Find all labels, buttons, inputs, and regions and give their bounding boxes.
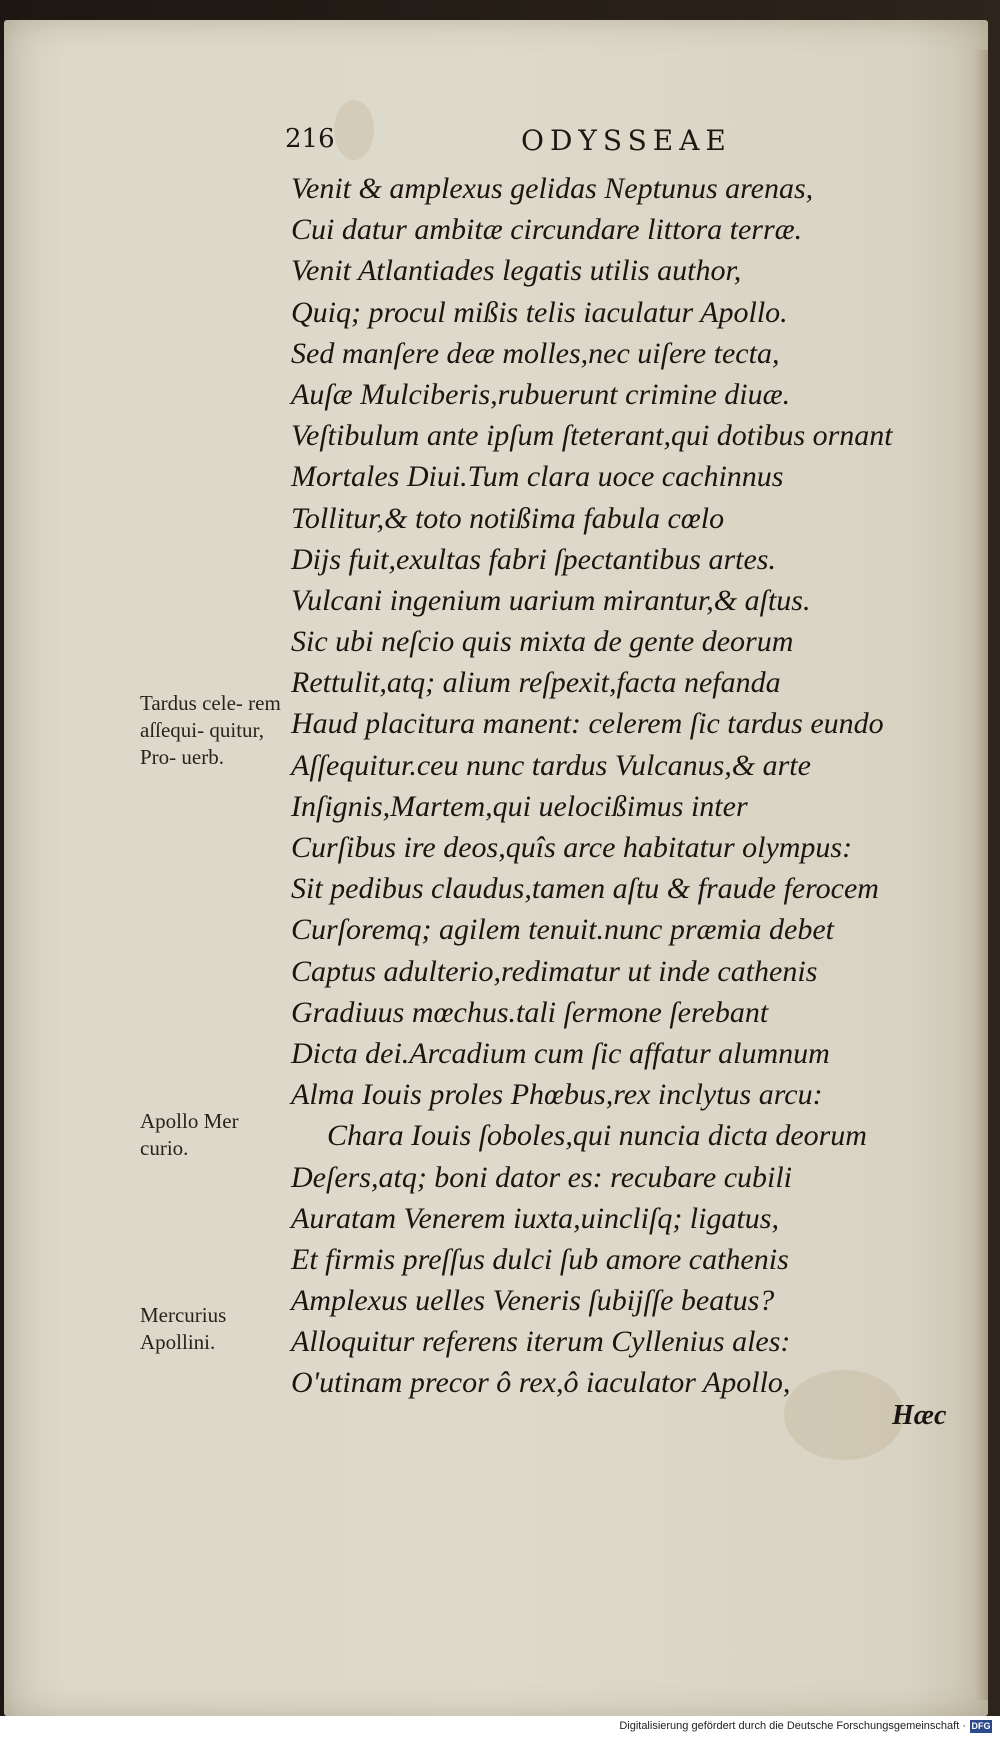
page-edge [974,50,988,1700]
page-header [285,124,745,164]
verse-line: Et firmis preſſus dulci ſub amore cathenis [291,1242,789,1276]
verse-line: Sed manſere deæ molles,nec uiſere tecta, [291,336,780,370]
verse-line: Tollitur,& toto notißima fabula cœlo [291,501,725,535]
marginal-note: Tardus cele- rem aſſequi- quitur, Pro- uerb. [140,691,281,769]
verse-line: Sit pedibus claudus,tamen aſtu & fraude ferocem [291,872,879,906]
verse-line: Dicta dei.Arcadium cum ſic affatur alumnum [291,1036,830,1070]
marginal-note: Mercurius Apollini. [140,1303,227,1354]
verse-line: Cui datur ambitæ circundare littora terræ. [291,213,803,247]
verse-line: Veſtibulum ante ipſum ſteterant,qui dotibus ornant [291,419,893,453]
verse-line: Gradiuus mœchus.tali ſermone ſerebant [291,995,769,1029]
verse-line: Auſæ Mulciberis,rubuerunt crimine diuæ. [291,377,791,411]
verse-line: Mortales Diui.Tum clara uoce cachinnus [291,460,784,494]
digitization-credit: Digitalisierung gefördert durch die Deutsche Forschungsgemeinschaft · [619,1720,966,1732]
verse-line: Aſſequitur.ceu nunc tardus Vulcanus,& arte [291,748,811,782]
verse-line: Dijs fuit,exultas fabri ſpectantibus artes. [291,542,776,576]
verse-line: Alloquitur referens iterum Cyllenius ales: [291,1325,791,1359]
verse-line: Auratam Venerem iuxta,uincliſq; ligatus, [291,1201,779,1235]
verse-line: Inſignis,Martem,qui uelocißimus inter [291,789,748,823]
verse-line: Deſers,atq; boni dator es: recubare cubili [291,1160,793,1194]
verse-line: Amplexus uelles Veneris ſubijſſe beatus? [291,1284,775,1318]
verse-line: Chara Iouis ſoboles,qui nuncia dicta deorum [327,1119,867,1153]
verse-line: Vulcani ingenium uarium mirantur,& aſtus. [291,583,811,617]
verse-line: Venit Atlantiades legatis utilis author, [291,254,742,288]
verse-line: Alma Iouis proles Phœbus,rex inclytus arcu: [291,1078,823,1112]
verse-text [291,168,941,1404]
verse-line: Curſoremq; agilem tenuit.nunc præmia debet [291,913,834,947]
footer-bar [0,1716,1000,1738]
running-title: ODYSSEAE [521,124,732,157]
verse-line: O'utinam precor ô rex,ô iaculator Apollo, [291,1366,791,1400]
verse-line: Haud placitura manent: celerem ſic tardus eundo [291,707,884,741]
marginal-note: Apollo Mer curio. [140,1109,239,1160]
verse-line: Curſibus ire deos,quîs arce habitatur olympus: [291,831,853,864]
verse-line: Captus adulterio,redimatur ut inde cathenis [291,954,818,988]
verse-line: Sic ubi neſcio quis mixta de gente deorum [291,625,794,659]
verse-line: Venit & amplexus gelidas Neptunus arenas, [291,172,814,205]
verse-line: Rettulit,atq; alium reſpexit,facta nefanda [291,666,781,700]
page-number: 216 [285,124,335,154]
dfg-logo-icon: DFG [971,1721,991,1731]
catchword: Hæc [892,1400,947,1431]
verse-line: Quiq; procul mißis telis iaculatur Apollo. [291,295,788,329]
